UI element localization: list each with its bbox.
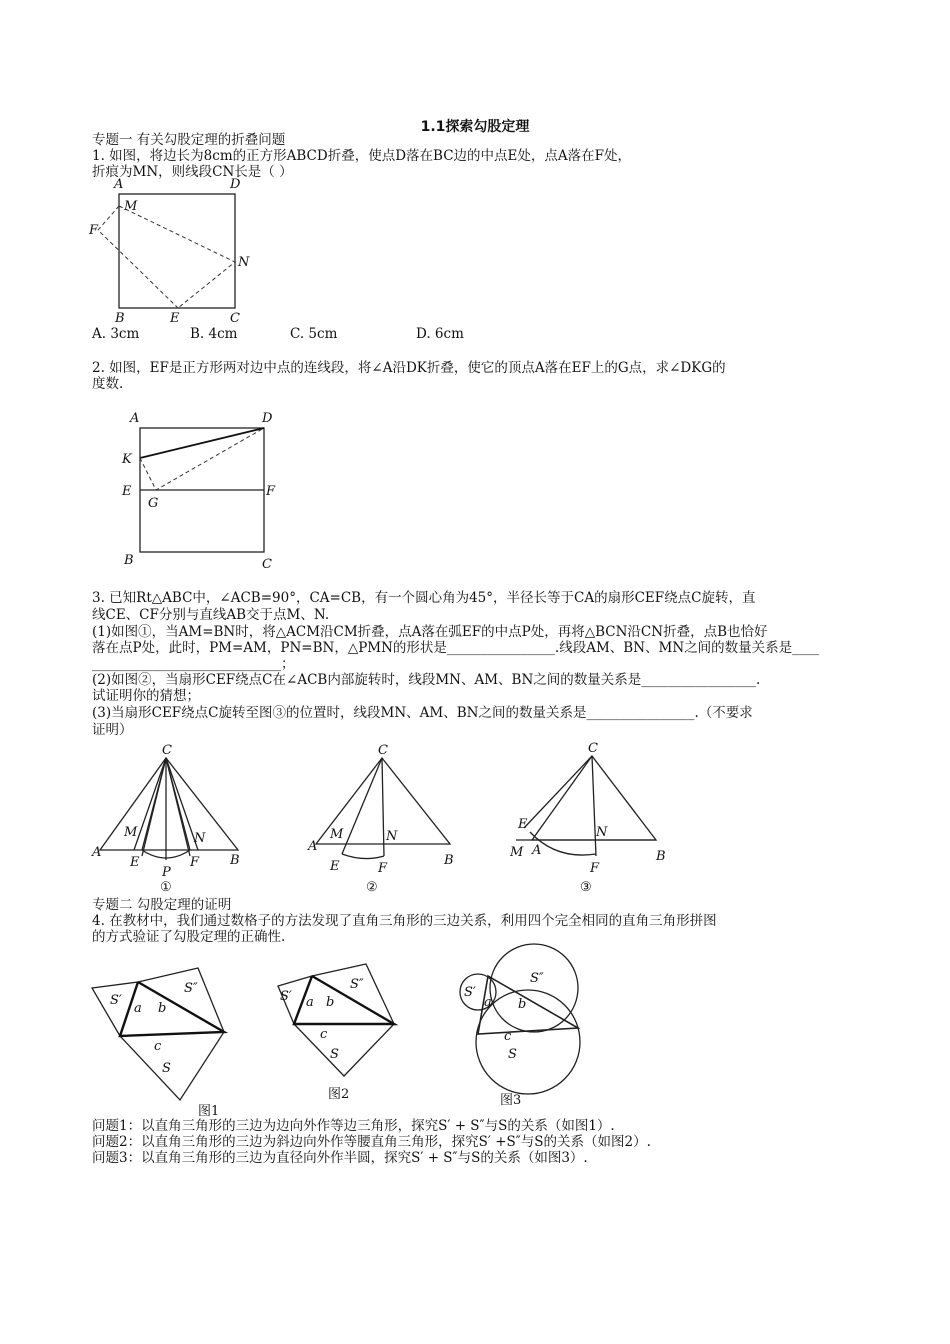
q2-label-d: D: [262, 411, 273, 426]
q4f1-label-s2: S″: [184, 981, 198, 996]
q3f1-label-e: E: [130, 855, 140, 870]
q3f1-label-a: A: [92, 845, 102, 860]
q3f2-label-a: A: [308, 839, 318, 854]
q3-figure-1: [90, 744, 250, 894]
q3f3-label-b: B: [656, 849, 666, 864]
q3f1-label-m: M: [124, 825, 138, 840]
q1-label-e: E: [170, 311, 180, 326]
q4f1-label-s: S: [162, 1061, 171, 1076]
q4f2-label-b: b: [326, 995, 335, 1010]
q3f3-label-n: N: [596, 825, 608, 840]
q3-text-line7: 试证明你的猜想；: [92, 688, 200, 704]
topic-two-heading: 专题二 勾股定理的证明: [92, 897, 232, 913]
q3-text-line4: 落在点P处，此时，PM=AM，PN=BN，△PMN的形状是________________.线段AM、BN、MN之间的数量关系是____: [92, 640, 820, 656]
q1-label-n: N: [238, 255, 250, 270]
q3-figure-number-1: ①: [160, 880, 172, 895]
q3-text-line6: (2)如图②，当扇形CEF绕点C在∠ACB内部旋转时，线段MN、AM、BN之间的数量关系是_________________.: [92, 672, 761, 688]
q4f3-label-b: b: [518, 997, 527, 1012]
q2-label-f: F: [266, 484, 276, 499]
q3-text-line5: ____________________________；: [92, 656, 295, 672]
topic-one-heading: 专题一 有关勾股定理的折叠问题: [92, 132, 286, 148]
q4f3-label-s1: S′: [464, 985, 476, 1000]
q2-figure: [116, 404, 286, 576]
q4-figure-1: [86, 960, 246, 1120]
q3f3-label-a: A: [532, 843, 542, 858]
q4-figure-3: [448, 944, 588, 1108]
q2-fold-kgd: [140, 428, 264, 490]
q3f1-label-c: C: [162, 743, 172, 758]
q4f1-label-c: c: [154, 1039, 162, 1054]
q2-label-e: E: [122, 484, 132, 499]
q3-text-line9: 证明）: [92, 722, 133, 738]
q3f3-label-f: F: [590, 861, 600, 876]
q4-figure-label-2: 图2: [328, 1087, 350, 1102]
q1-option-c: C. 5cm: [290, 326, 338, 342]
q2-label-c: C: [262, 557, 272, 572]
q2-label-k: K: [122, 452, 132, 467]
q3-figure-3: [496, 741, 676, 895]
q1-label-d: D: [230, 177, 241, 192]
q3f3-label-m: M: [510, 845, 524, 860]
q4-problem-1: 问题1：以直角三角形的三边为边向外作等边三角形，探究S′ + S″与S的关系（如图1）.: [92, 1118, 615, 1134]
q3f2-label-e: E: [330, 859, 340, 874]
q4f3-label-c: c: [504, 1029, 512, 1044]
q4-text-line2: 的方式验证了勾股定理的正确性.: [92, 929, 286, 945]
q4-figure-label-3: 图3: [500, 1093, 522, 1108]
q1-label-f: F: [89, 223, 99, 238]
q3f2-label-c: C: [378, 743, 388, 758]
q4f2-label-c: c: [320, 1027, 328, 1042]
q4f2-label-s: S: [330, 1047, 339, 1062]
q3-figure-number-3: ③: [580, 880, 592, 895]
q1-option-a: A. 3cm: [92, 326, 140, 342]
q4f3-label-s: S: [508, 1047, 517, 1062]
q4-figure-2: [270, 960, 420, 1110]
q2-label-g: G: [148, 496, 159, 511]
q1-option-d: D. 6cm: [416, 326, 464, 342]
q3f1-label-f: F: [190, 855, 200, 870]
q2-label-b: B: [124, 553, 134, 568]
q1-text-line1: 1. 如图，将边长为8cm的正方形ABCD折叠，使点D落在BC边的中点E处，点A落在F处，: [92, 148, 631, 164]
q3-text-line2: 线CE、CF分别与直线AB交于点M、N.: [92, 607, 330, 623]
q3-figure-number-2: ②: [366, 880, 378, 895]
q1-label-a: A: [114, 177, 124, 192]
q1-figure: [86, 174, 266, 324]
q4-text-line1: 4. 在教材中，我们通过数格子的方法发现了直角三角形的三边关系，利用四个完全相同的直角三角形拼图: [92, 913, 717, 929]
q3f3-label-c: C: [588, 741, 598, 756]
q3f3-label-e: E: [518, 817, 528, 832]
q2-text-line1: 2. 如图，EF是正方形两对边中点的连线段，将∠A沿DK折叠，使它的顶点A落在EF上的G点，求∠DKG的: [92, 360, 726, 376]
q2-text-line2: 度数.: [92, 376, 124, 392]
q4f3-label-a: a: [484, 995, 492, 1010]
q3f1-label-p: P: [162, 865, 171, 880]
q3-text-line3: (1)如图①，当AM=BN时，将△ACM沿CM折叠，点A落在弧EF的中点P处，再将△BCN沿CN折叠，点B也恰好: [92, 624, 768, 640]
q2-fold-dk: [140, 428, 264, 458]
q1-label-b: B: [115, 311, 125, 326]
page-title: 1.1探索勾股定理: [420, 119, 530, 135]
q4f1-label-b: b: [158, 1001, 167, 1016]
q4f2-label-a: a: [306, 995, 314, 1010]
q3-text-line8: (3)当扇形CEF绕点C旋转至图③的位置时，线段MN、AM、BN之间的数量关系是________________.（不要求: [92, 705, 753, 721]
q1-option-b: B. 4cm: [190, 326, 238, 342]
q4-problem-3: 问题3：以直角三角形的三边为直径向外作半圆，探究S′ + S″与S的关系（如图3）.: [92, 1150, 588, 1166]
q1-fold-fa: [98, 206, 178, 308]
q3f1-label-n: N: [194, 831, 206, 846]
q3f1-label-b: B: [230, 853, 240, 868]
q1-text-line2: 折痕为MN，则线段CN长是（ ）: [92, 164, 293, 180]
q1-label-m: M: [124, 199, 138, 214]
q1-label-c: C: [230, 311, 240, 326]
q3f2-label-f: F: [378, 861, 388, 876]
q3-text-line1: 3. 已知Rt△ABC中，∠ACB=90°，CA=CB，有一个圆心角为45°，半径长等于CA的扇形CEF绕点C旋转，直: [92, 590, 756, 606]
q4f1-label-s1: S′: [110, 993, 122, 1008]
q4f2-label-s1: S′: [280, 989, 292, 1004]
q4f1-label-a: a: [134, 1001, 142, 1016]
q3-figure-2: [304, 744, 464, 894]
q4-problem-2: 问题2：以直角三角形的三边为斜边向外作等腰直角三角形，探究S′ +S″与S的关系（如图2）.: [92, 1134, 651, 1150]
q1-fold-mn: [119, 206, 235, 308]
q3f2-label-n: N: [386, 829, 398, 844]
q2-label-a: A: [130, 411, 140, 426]
q4f2-label-s2: S″: [350, 977, 364, 992]
q3f2-label-m: M: [330, 827, 344, 842]
q4-figure-label-1: 图1: [198, 1104, 220, 1119]
q3f2-label-b: B: [444, 853, 454, 868]
q4f3-label-s2: S″: [530, 971, 544, 986]
